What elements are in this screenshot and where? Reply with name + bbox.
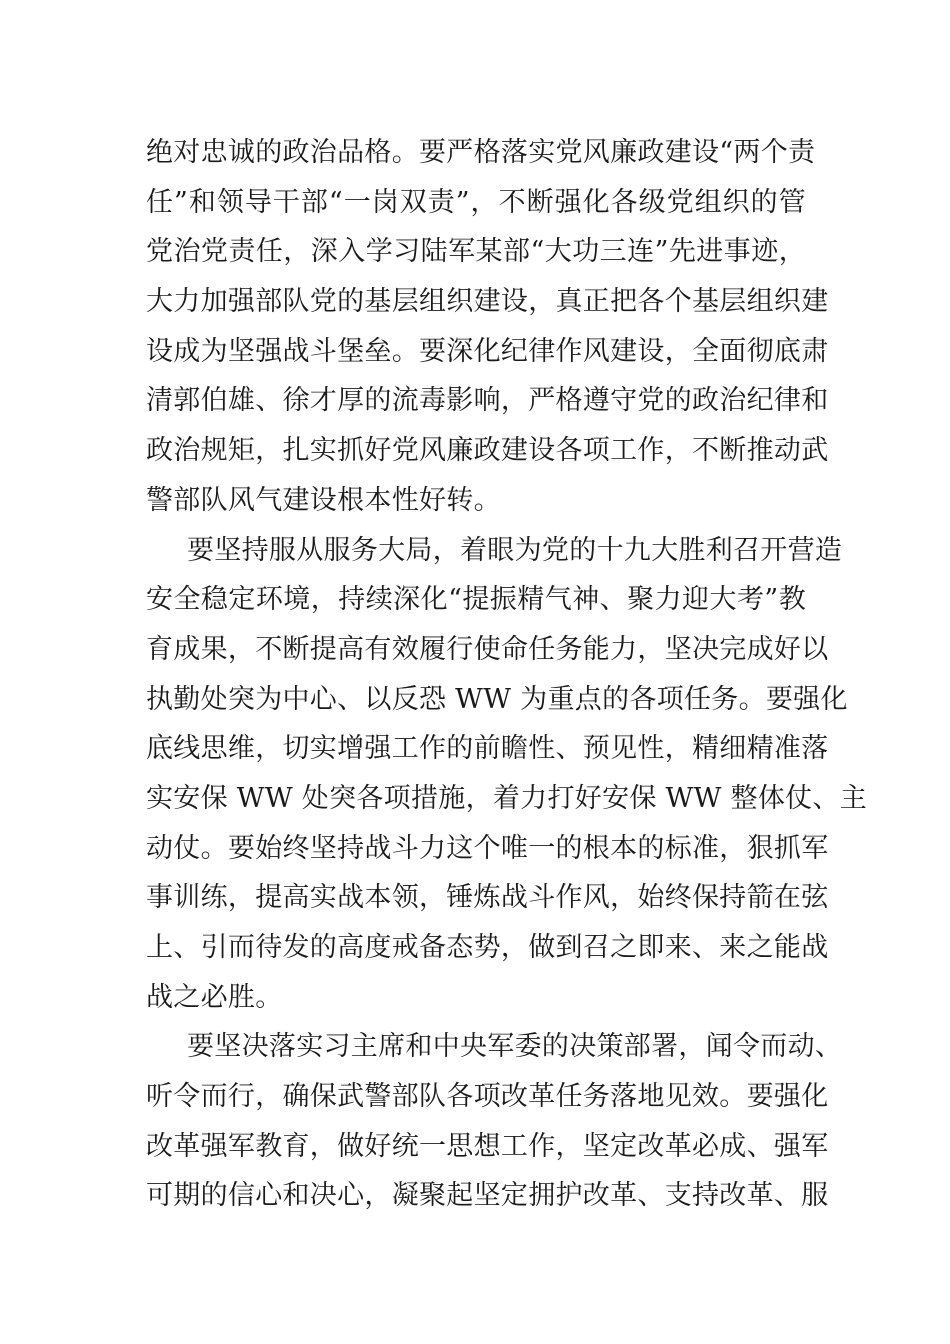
text-line: 上、引而待发的高度戒备态势，做到召之即来、来之能战 [146, 932, 829, 963]
text-line: 安全稳定环境，持续深化“提振精气神、聚力迎大考”教 [146, 584, 806, 616]
text-line: 警部队风气建设根本性好转。 [146, 484, 501, 516]
text-line: 底线思维，切实增强工作的前瞻性、预见性，精细精准落 [146, 733, 829, 765]
text-line: 可期的信心和决心，凝聚起坚定拥护改革、支持改革、服 [146, 1180, 829, 1212]
text-line: 任”和领导干部“一岗双责”，不断强化各级党组织的管 [146, 186, 806, 218]
paragraph-1 [146, 128, 829, 526]
text-line: 实安保 WW 处突各项措施，着力打好安保 WW 整体仗、主 [146, 782, 868, 814]
text-line: 育成果，不断提高有效履行使命任务能力，坚决完成好以 [146, 633, 829, 665]
text-line: 要坚持服从服务大局，着眼为党的十九大胜利召开营造 [187, 534, 843, 566]
text-line: 绝对忠诚的政治品格。要严格落实党风廉政建设“两个责 [146, 137, 816, 168]
text-line: 事训练，提高实战本领，锤炼战斗作风，始终保持箭在弦 [146, 882, 829, 914]
text-line: 执勤处突为中心、以反恐 WW 为重点的各项任务。要强化 [146, 683, 848, 715]
text-line: 听令而行，确保武警部队各项改革任务落地见效。要强化 [146, 1081, 829, 1113]
paragraph-3 [146, 1022, 843, 1221]
text-line: 党治党责任，深入学习陆军某部“大功三连”先进事迹， [146, 236, 806, 268]
text-line: 动仗。要始终坚持战斗力这个唯一的根本的标准，狠抓军 [146, 832, 829, 864]
text-line: 政治规矩，扎实抓好党风廉政建设各项工作，不断推动武 [146, 435, 829, 467]
text-line: 大力加强部队党的基层组织建设，真正把各个基层组织建 [146, 286, 829, 318]
document-body [146, 128, 868, 1221]
text-line: 要坚决落实习主席和中央军委的决策部署，闻令而动、 [187, 1031, 843, 1063]
text-line: 清郭伯雄、徐才厚的流毒影响，严格遵守党的政治纪律和 [146, 385, 829, 417]
text-line: 战之必胜。 [146, 981, 283, 1013]
paragraph-2 [146, 526, 868, 1023]
text-line: 改革强军教育，做好统一思想工作，坚定改革必成、强军 [146, 1130, 829, 1162]
text-line: 设成为坚强战斗堡垒。要深化纪律作风建设，全面彻底肃 [146, 335, 829, 367]
